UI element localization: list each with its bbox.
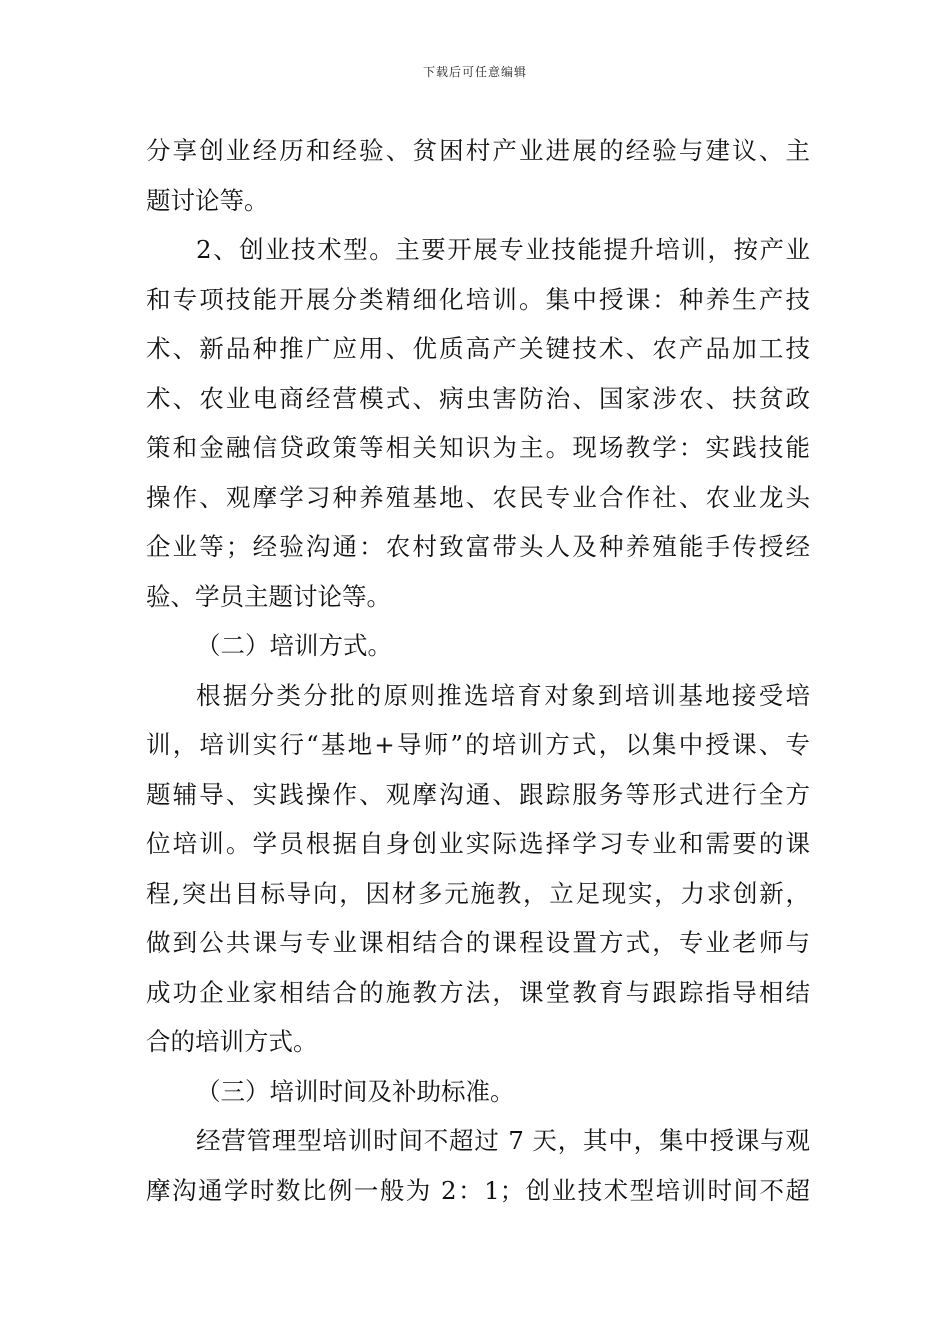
text-line: 题辅导、实践操作、观摩沟通、跟踪服务等形式进行全方 [146,779,810,809]
text-line: 程,突出目标导向，因材多元施教，立足现实，力求创新， [146,878,810,908]
text-line: （二）培训方式。 [196,631,392,660]
text-line: 术、新品种推广应用、优质高产关键技术、农产品加工技 [146,334,810,363]
page-header: 下载后可任意编辑 [422,65,527,79]
text-line: 训，培训实行“基地+导师”的培训方式，以集中授课、专 [146,730,810,759]
text-line: 经营管理型培训时间不超过 7 天，其中，集中授课与观 [196,1126,810,1155]
text-line: 策和金融信贷政策等相关知识为主。现场教学：实践技能 [146,433,810,462]
text-line: 摩沟通学时数比例一般为 2：1；创业技术型培训时间不超 [146,1175,810,1205]
document-body [146,126,810,1215]
text-line: 题讨论等。 [146,185,269,215]
text-line: 成功企业家相结合的施教方法，课堂教育与跟踪指导相结 [146,977,810,1007]
text-line: （三）培训时间及补助标准。 [196,1076,515,1106]
text-line: 2、创业技术型。主要开展专业技能提升培训，按产业 [196,235,810,264]
text-line: 做到公共课与专业课相结合的课程设置方式，专业老师与 [146,928,810,957]
text-line: 企业等；经验沟通：农村致富带头人及种养殖能手传授经 [146,532,810,561]
text-line: 根据分类分批的原则推选培育对象到培训基地接受培 [196,680,810,710]
text-line: 术、农业电商经营模式、病虫害防治、国家涉农、扶贫政 [146,383,810,413]
text-line: 验、学员主题讨论等。 [146,581,391,611]
text-line: 和专项技能开展分类精细化培训。集中授课：种养生产技 [146,284,810,314]
text-line: 分享创业经历和经验、贫困村产业进展的经验与建议、主 [146,136,810,165]
text-line: 位培训。学员根据自身创业实际选择学习专业和需要的课 [146,829,810,858]
text-line: 操作、观摩学习种养殖基地、农民专业合作社、农业龙头 [146,482,810,512]
text-line: 合的培训方式。 [146,1027,318,1056]
